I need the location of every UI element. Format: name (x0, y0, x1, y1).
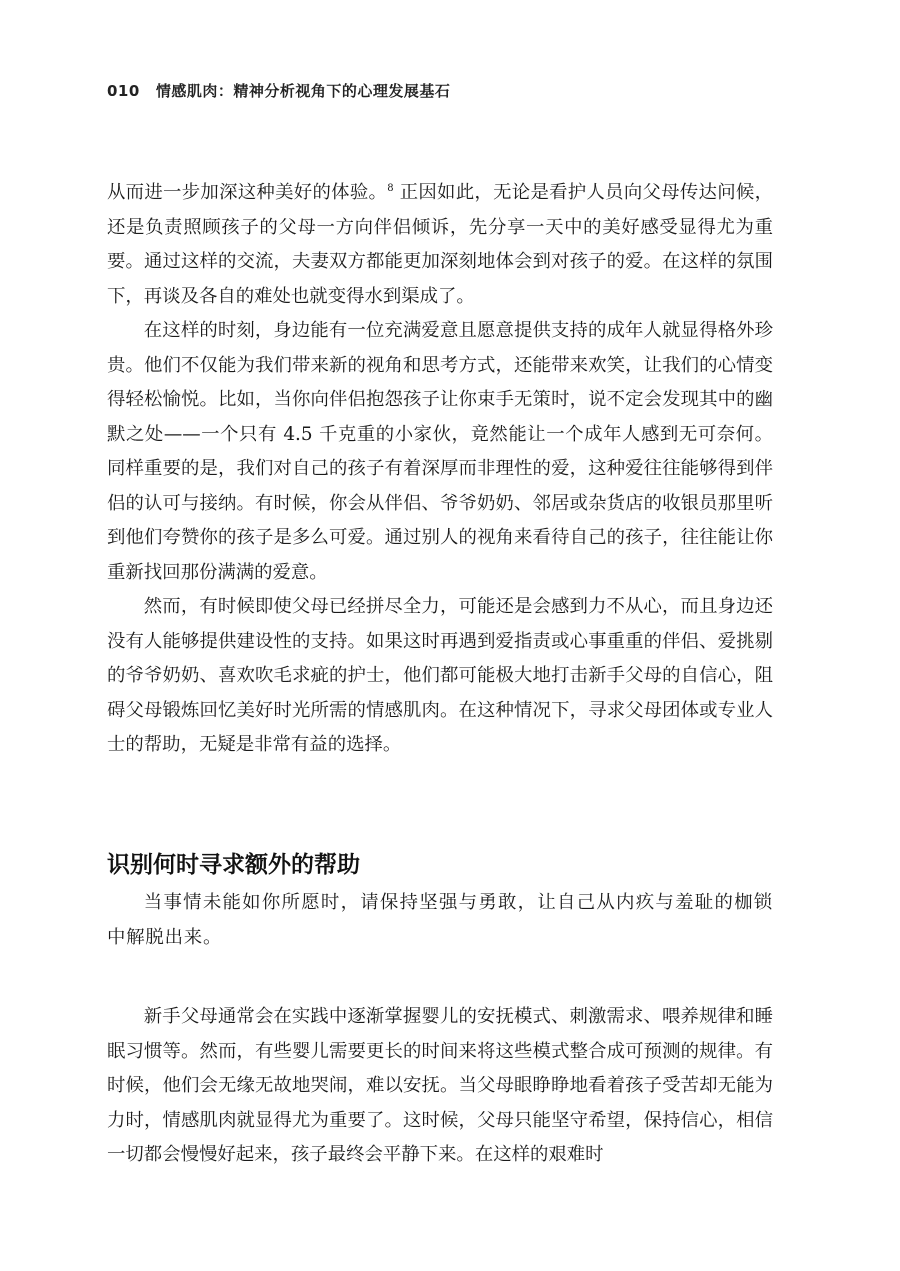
book-title: 情感肌肉：精神分析视角下的心理发展基石 (155, 82, 451, 100)
body-text-top (107, 176, 773, 763)
paragraph-3: 然而，有时候即使父母已经拼尽全力，可能还是会感到力不从心，而且身边还没有人能够提供建设性的支持。如果这时再遇到爱指责或心事重重的伴侣、爱挑剔的爷爷奶奶、喜欢吹毛求疵的护士，他们都可能极大地打击新手父母的自信心，阻碍父母锻炼回忆美好时光所需的情感肌肉。在这种情况下，寻求父母团体或专业人士的帮助，无疑是非常有益的选择。 (107, 596, 773, 755)
section-paragraph-1: 新手父母通常会在实践中逐渐掌握婴儿的安抚模式、刺激需求、喂养规律和睡眠习惯等。然而，有些婴儿需要更长的时间来将这些模式整合成可预测的规律。有时候，他们会无缘无故地哭闹，难以安抚。当父母眼睁睁地看着孩子受苦却无能为力时，情感肌肉就显得尤为重要了。这时候，父母只能坚守希望，保持信心，相信一切都会慢慢好起来，孩子最终会平静下来。在这样的艰难时 (107, 1006, 773, 1165)
paragraph-1 (107, 176, 773, 314)
page-number: 010 (107, 82, 140, 100)
footnote-reference: 8 (387, 182, 394, 194)
paragraph-2: 在这样的时刻，身边能有一位充满爱意且愿意提供支持的成年人就显得格外珍贵。他们不仅能为我们带来新的视角和思考方式，还能带来欢笑，让我们的心情变得轻松愉悦。比如，当你向伴侣抱怨孩子让你束手无策时，说不定会发现其中的幽默之处——一个只有 4.5 千克重的小家伙，竟然能让一个成年人感到无可奈何。同样重要的是，我们对自己的孩子有着深厚而非理性的爱，这种爱往往能够得到伴侣的认可与接纳。有时候，你会从伴侣、爷爷奶奶、邻居或杂货店的收银员那里听到他们夸赞你的孩子是多么可爱。通过别人的视角来看待自己的孩子，往往能让你重新找回那份满满的爱意。 (107, 320, 773, 583)
section-heading: 识别何时寻求额外的帮助 (107, 852, 360, 878)
paragraph-1-text-b: 正因如此，无论是看护人员向父母传达问候，还是负责照顾孩子的父母一方向伴侣倾诉，先分享一天中的美好感受显得尤为重要。通过这样的交流，夫妻双方都能更加深刻地体会到对孩子的爱。在这样的氛围下，再谈及各自的难处也就变得水到渠成了。 (107, 182, 773, 307)
section-epigraph (107, 886, 773, 955)
paragraph-1-text-a: 从而进一步加深这种美好的体验。 (107, 182, 388, 203)
running-header (107, 80, 450, 101)
body-text-section (107, 1000, 773, 1173)
epigraph-text: 当事情未能如你所愿时，请保持坚强与勇敢，让自己从内疚与羞耻的枷锁中解脱出来。 (107, 892, 773, 948)
